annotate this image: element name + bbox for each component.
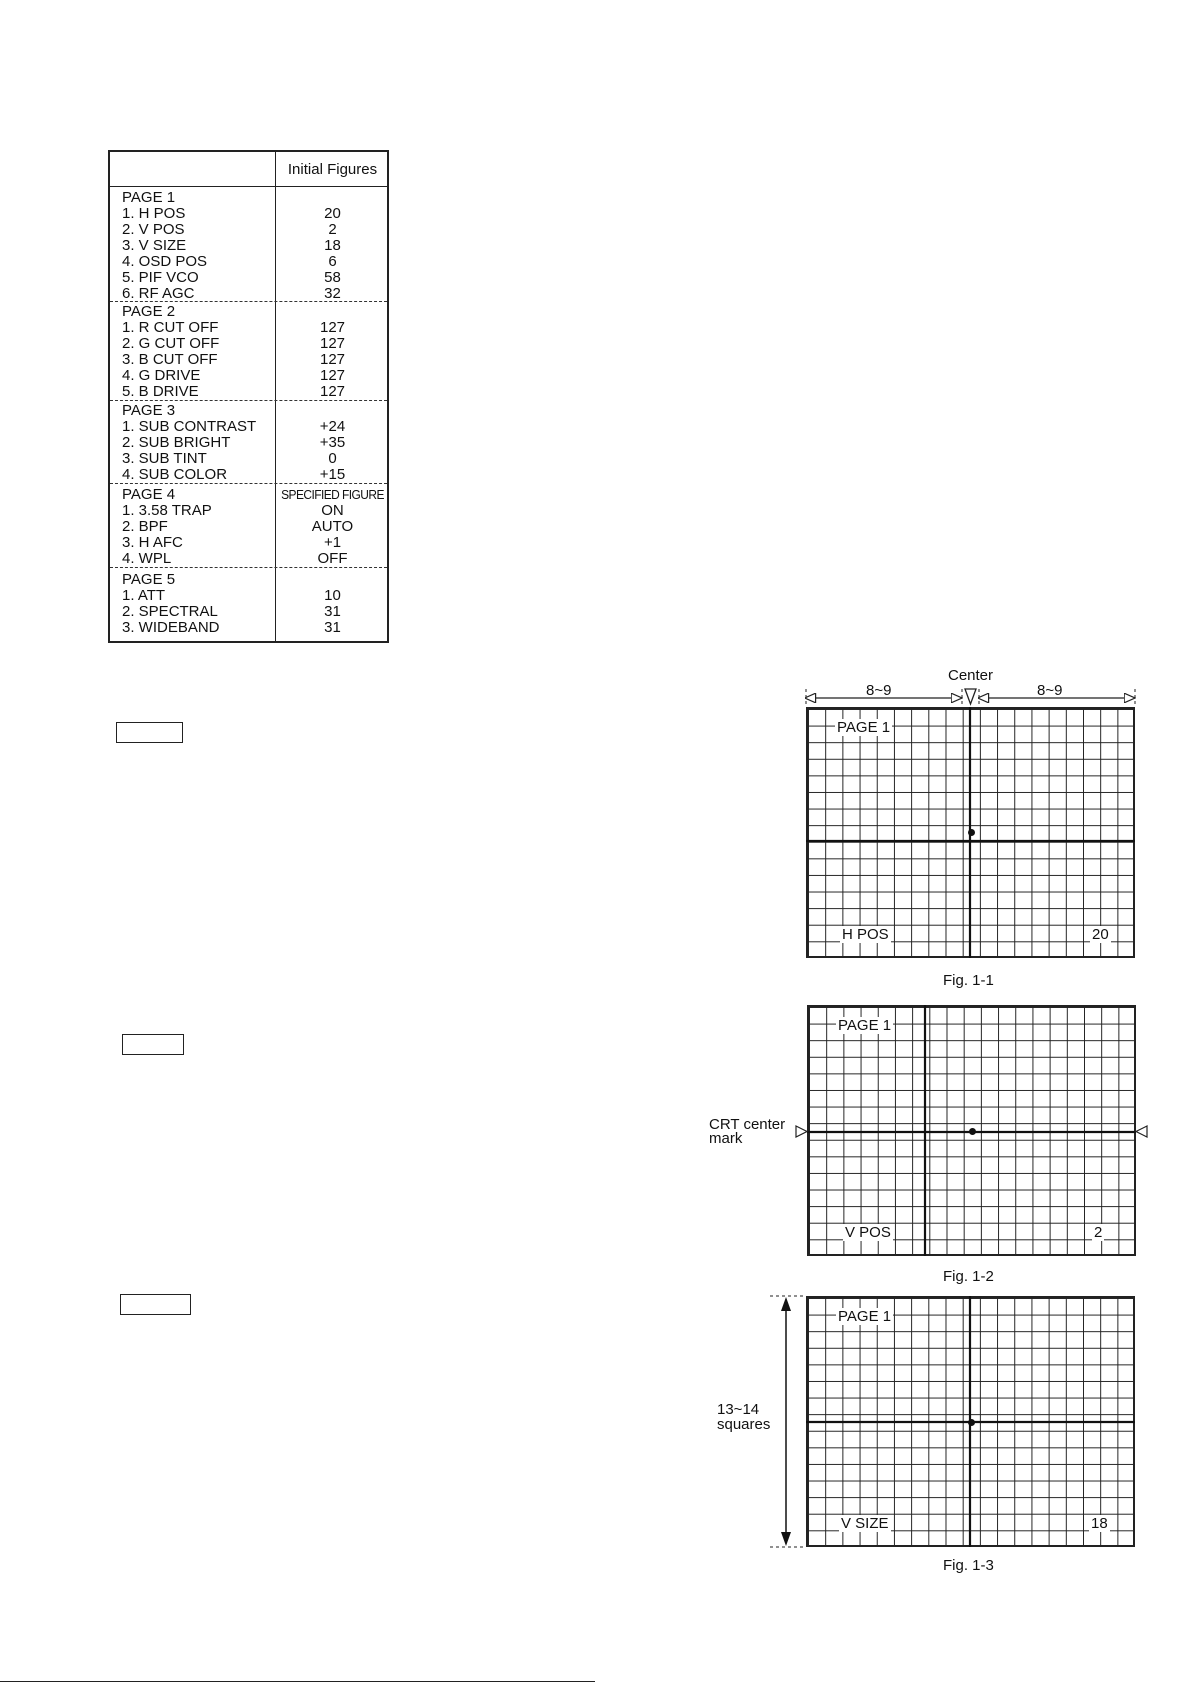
table-row-label: 6. RF AGC <box>122 285 195 302</box>
table-row-value: +24 <box>319 418 346 435</box>
table-row-label: 1. R CUT OFF <box>122 319 219 336</box>
table-row-value: AUTO <box>311 518 354 535</box>
figure-caption: Fig. 1-1 <box>943 972 994 989</box>
table-row-label: 2. V POS <box>122 221 185 238</box>
table-row-value: 6 <box>328 253 337 270</box>
table-row-label: 4. G DRIVE <box>122 367 201 384</box>
fig2-center-lines <box>807 1005 1136 1256</box>
table-row-label: 3. SUB TINT <box>122 450 207 467</box>
table-row-value: 31 <box>324 619 341 636</box>
osd-page-label: PAGE 1 <box>838 1017 892 1034</box>
table-row-label: 3. H AFC <box>122 534 183 551</box>
center-marker-icon <box>965 689 976 704</box>
table-row-value: 2 <box>328 221 337 238</box>
table-row-label: 4. SUB COLOR <box>122 466 228 483</box>
table-row-label: 1. SUB CONTRAST <box>122 418 257 435</box>
arrow-down-icon <box>781 1532 791 1546</box>
table-row-label: 1. 3.58 TRAP <box>122 502 212 519</box>
left-span-label: 8~9 <box>866 682 892 699</box>
osd-item-label: V SIZE <box>841 1515 889 1532</box>
table-row-value: 127 <box>319 351 346 368</box>
table-row-label: 1. ATT <box>122 587 166 604</box>
table-row-label: 2. BPF <box>122 518 168 535</box>
table-row-value: +15 <box>319 466 346 483</box>
specified-figure-header: SPECIFIED FIGURE <box>281 487 384 502</box>
table-row-label: 2. SUB BRIGHT <box>122 434 231 451</box>
crt-center-mark-label-line2: mark <box>709 1130 743 1147</box>
osd-page-label: PAGE 1 <box>838 1308 892 1325</box>
table-row-value: OFF <box>317 550 348 567</box>
section-title-page-3: PAGE 3 <box>122 402 176 419</box>
crt-center-mark-right-icon <box>1136 1126 1147 1137</box>
table-row-label: 3. B CUT OFF <box>122 351 218 368</box>
osd-item-label: H POS <box>842 926 889 943</box>
fig1-center-lines <box>806 707 1135 958</box>
table-row-value: 18 <box>324 237 341 254</box>
table-row-value: +1 <box>323 534 342 551</box>
table-row-label: 2. G CUT OFF <box>122 335 220 352</box>
osd-item-value: 18 <box>1091 1515 1108 1532</box>
table-row-value: 10 <box>324 587 341 604</box>
osd-page-label: PAGE 1 <box>837 719 891 736</box>
table-row-value: 20 <box>324 205 341 222</box>
osd-item-value: 2 <box>1094 1224 1103 1241</box>
figure-caption: Fig. 1-2 <box>943 1268 994 1285</box>
table-row-label: 5. PIF VCO <box>122 269 199 286</box>
column-header: Initial Figures <box>287 161 378 178</box>
table-row-value: 127 <box>319 335 346 352</box>
section-title-page-1: PAGE 1 <box>122 189 176 206</box>
fig1-dimension-arrows <box>806 689 1135 706</box>
table-row-label: 3. WIDEBAND <box>122 619 220 636</box>
table-row-label: 3. V SIZE <box>122 237 187 254</box>
arrow-up-icon <box>781 1297 791 1311</box>
section-title-page-2: PAGE 2 <box>122 303 176 320</box>
figure-caption: Fig. 1-3 <box>943 1557 994 1574</box>
table-row-label: 4. WPL <box>122 550 172 567</box>
table-row-value: 58 <box>324 269 341 286</box>
height-label-line2: squares <box>717 1416 771 1433</box>
height-label-line1: 13~14 <box>717 1401 760 1418</box>
section-title-page-4: PAGE 4 <box>122 486 176 503</box>
fig3-center-lines <box>806 1296 1135 1547</box>
table-row-label: 5. B DRIVE <box>122 383 199 400</box>
right-span-label: 8~9 <box>1037 682 1063 699</box>
osd-item-value: 20 <box>1092 926 1109 943</box>
table-row-value: 0 <box>328 450 337 467</box>
table-row-label: 2. SPECTRAL <box>122 603 218 620</box>
table-row-label: 4. OSD POS <box>122 253 208 270</box>
table-row-value: +35 <box>319 434 346 451</box>
footer-rule <box>0 1681 595 1682</box>
table-row-value: 32 <box>324 285 341 302</box>
crt-center-mark-label-line1: CRT center <box>709 1116 786 1133</box>
table-row-value: 31 <box>324 603 341 620</box>
center-label: Center <box>948 667 994 684</box>
fig3-height-dimension <box>770 1296 805 1547</box>
table-row-value: 127 <box>319 383 346 400</box>
table-row-value: ON <box>321 502 344 519</box>
table-row-value: 127 <box>319 319 346 336</box>
section-title-page-5: PAGE 5 <box>122 571 176 588</box>
table-row-label: 1. H POS <box>122 205 186 222</box>
osd-item-label: V POS <box>845 1224 891 1241</box>
crt-center-mark-left-icon <box>796 1126 807 1137</box>
table-row-value: 127 <box>319 367 346 384</box>
